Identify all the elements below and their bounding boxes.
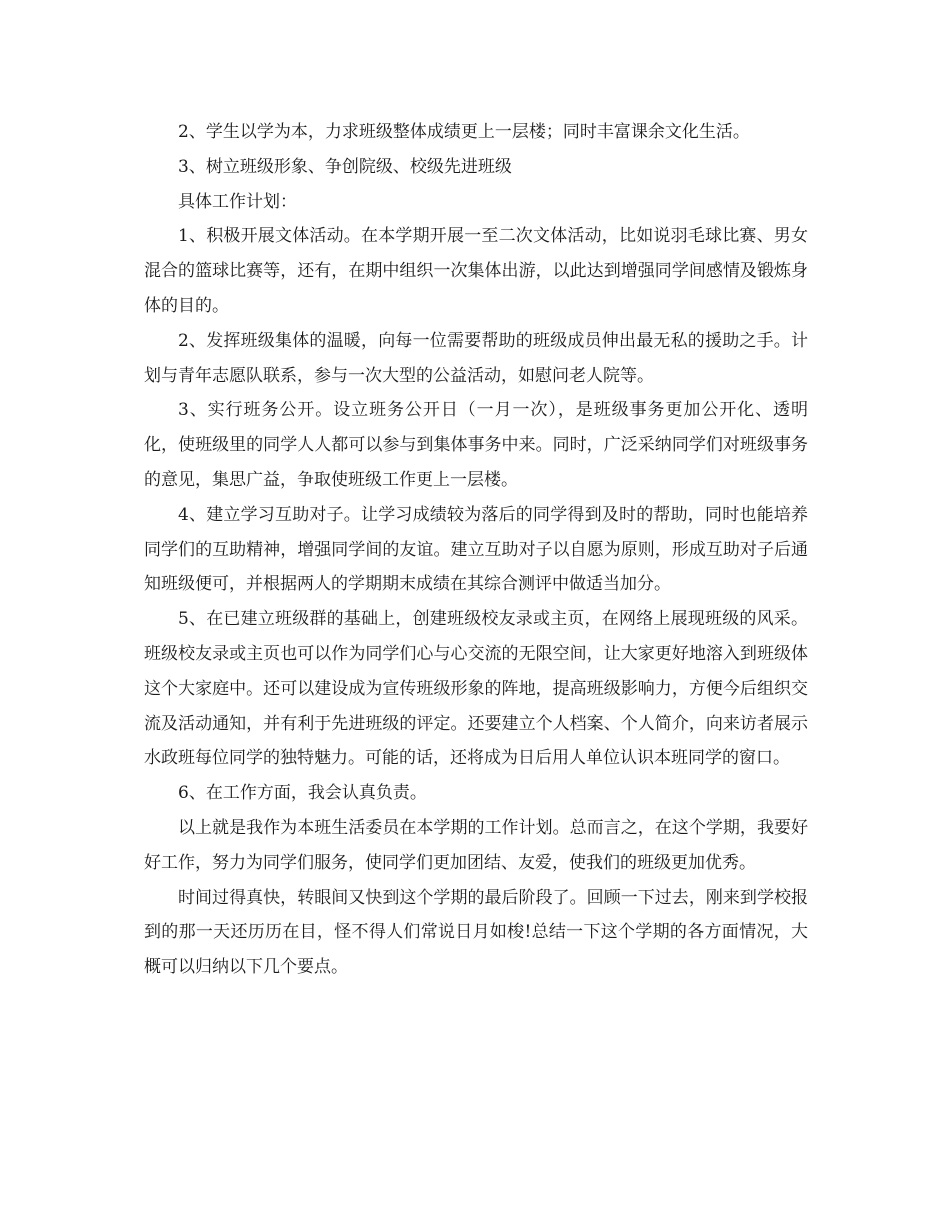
document-body	[144, 115, 808, 985]
paragraph-plan-2: 2、发挥班级集体的温暖，向每一位需要帮助的班级成员伸出最无私的援助之手。计划与青年志愿队联系，参与一次大型的公益活动，如慰问老人院等。	[144, 330, 808, 386]
paragraph-goal-2: 2、学生以学为本，力求班级整体成绩更上一层楼；同时丰富课余文化生活。	[178, 122, 750, 142]
paragraph-summary-intro: 时间过得真快，转眼间又快到这个学期的最后阶段了。回顾一下过去，刚来到学校报到的那一天还历历在目，怪不得人们常说日月如梭!总结一下这个学期的各方面情况，大概可以归纳以下几个要点。	[144, 887, 808, 978]
paragraph-conclusion: 以上就是我作为本班生活委员在本学期的工作计划。总而言之，在这个学期，我要好好工作，努力为同学们服务，使同学们更加团结、友爱，使我们的班级更加优秀。	[144, 817, 808, 873]
paragraph-plan-4: 4、建立学习互助对子。让学习成绩较为落后的同学得到及时的帮助，同时也能培养同学们的互助精神，增强同学间的友谊。建立互助对子以自愿为原则，形成互助对子后通知班级便可，并根据两人的学期期末成绩在其综合测评中做适当加分。	[144, 504, 808, 595]
paragraph-plan-6: 6、在工作方面，我会认真负责。	[178, 783, 427, 804]
paragraph-plan-heading: 具体工作计划：	[178, 191, 297, 212]
paragraph-plan-3: 3、实行班务公开。设立班务公开日（一月一次），是班级事务更加公开化、透明化，使班级里的同学人人都可以参与到集体事务中来。同时，广泛采纳同学们对班级事务的意见，集思广益，争取使班级工作更上一层楼。	[144, 400, 808, 490]
paragraph-plan-5: 5、在已建立班级群的基础上，创建班级校友录或主页，在网络上展现班级的风采。班级校友录或主页也可以作为同学们心与心交流的无限空间，让大家更好地溶入到班级体这个大家庭中。还可以建设成为宣传班级形象的阵地，提高班级影响力，方便今后组织交流及活动通知，并有利于先进班级的评定。还要建立个人档案、个人简介，向来访者展示水政班每位同学的独特魅力。可能的话，还将成为日后用人单位认识本班同学的窗口。	[144, 609, 808, 769]
paragraph-goal-3: 3、树立班级形象、争创院级、校级先进班级	[178, 156, 512, 177]
paragraph-plan-1: 1、积极开展文体活动。在本学期开展一至二次文体活动，比如说羽毛球比赛、男女混合的篮球比赛等，还有，在期中组织一次集体出游，以此达到增强同学间感情及锻炼身体的目的。	[144, 226, 808, 316]
